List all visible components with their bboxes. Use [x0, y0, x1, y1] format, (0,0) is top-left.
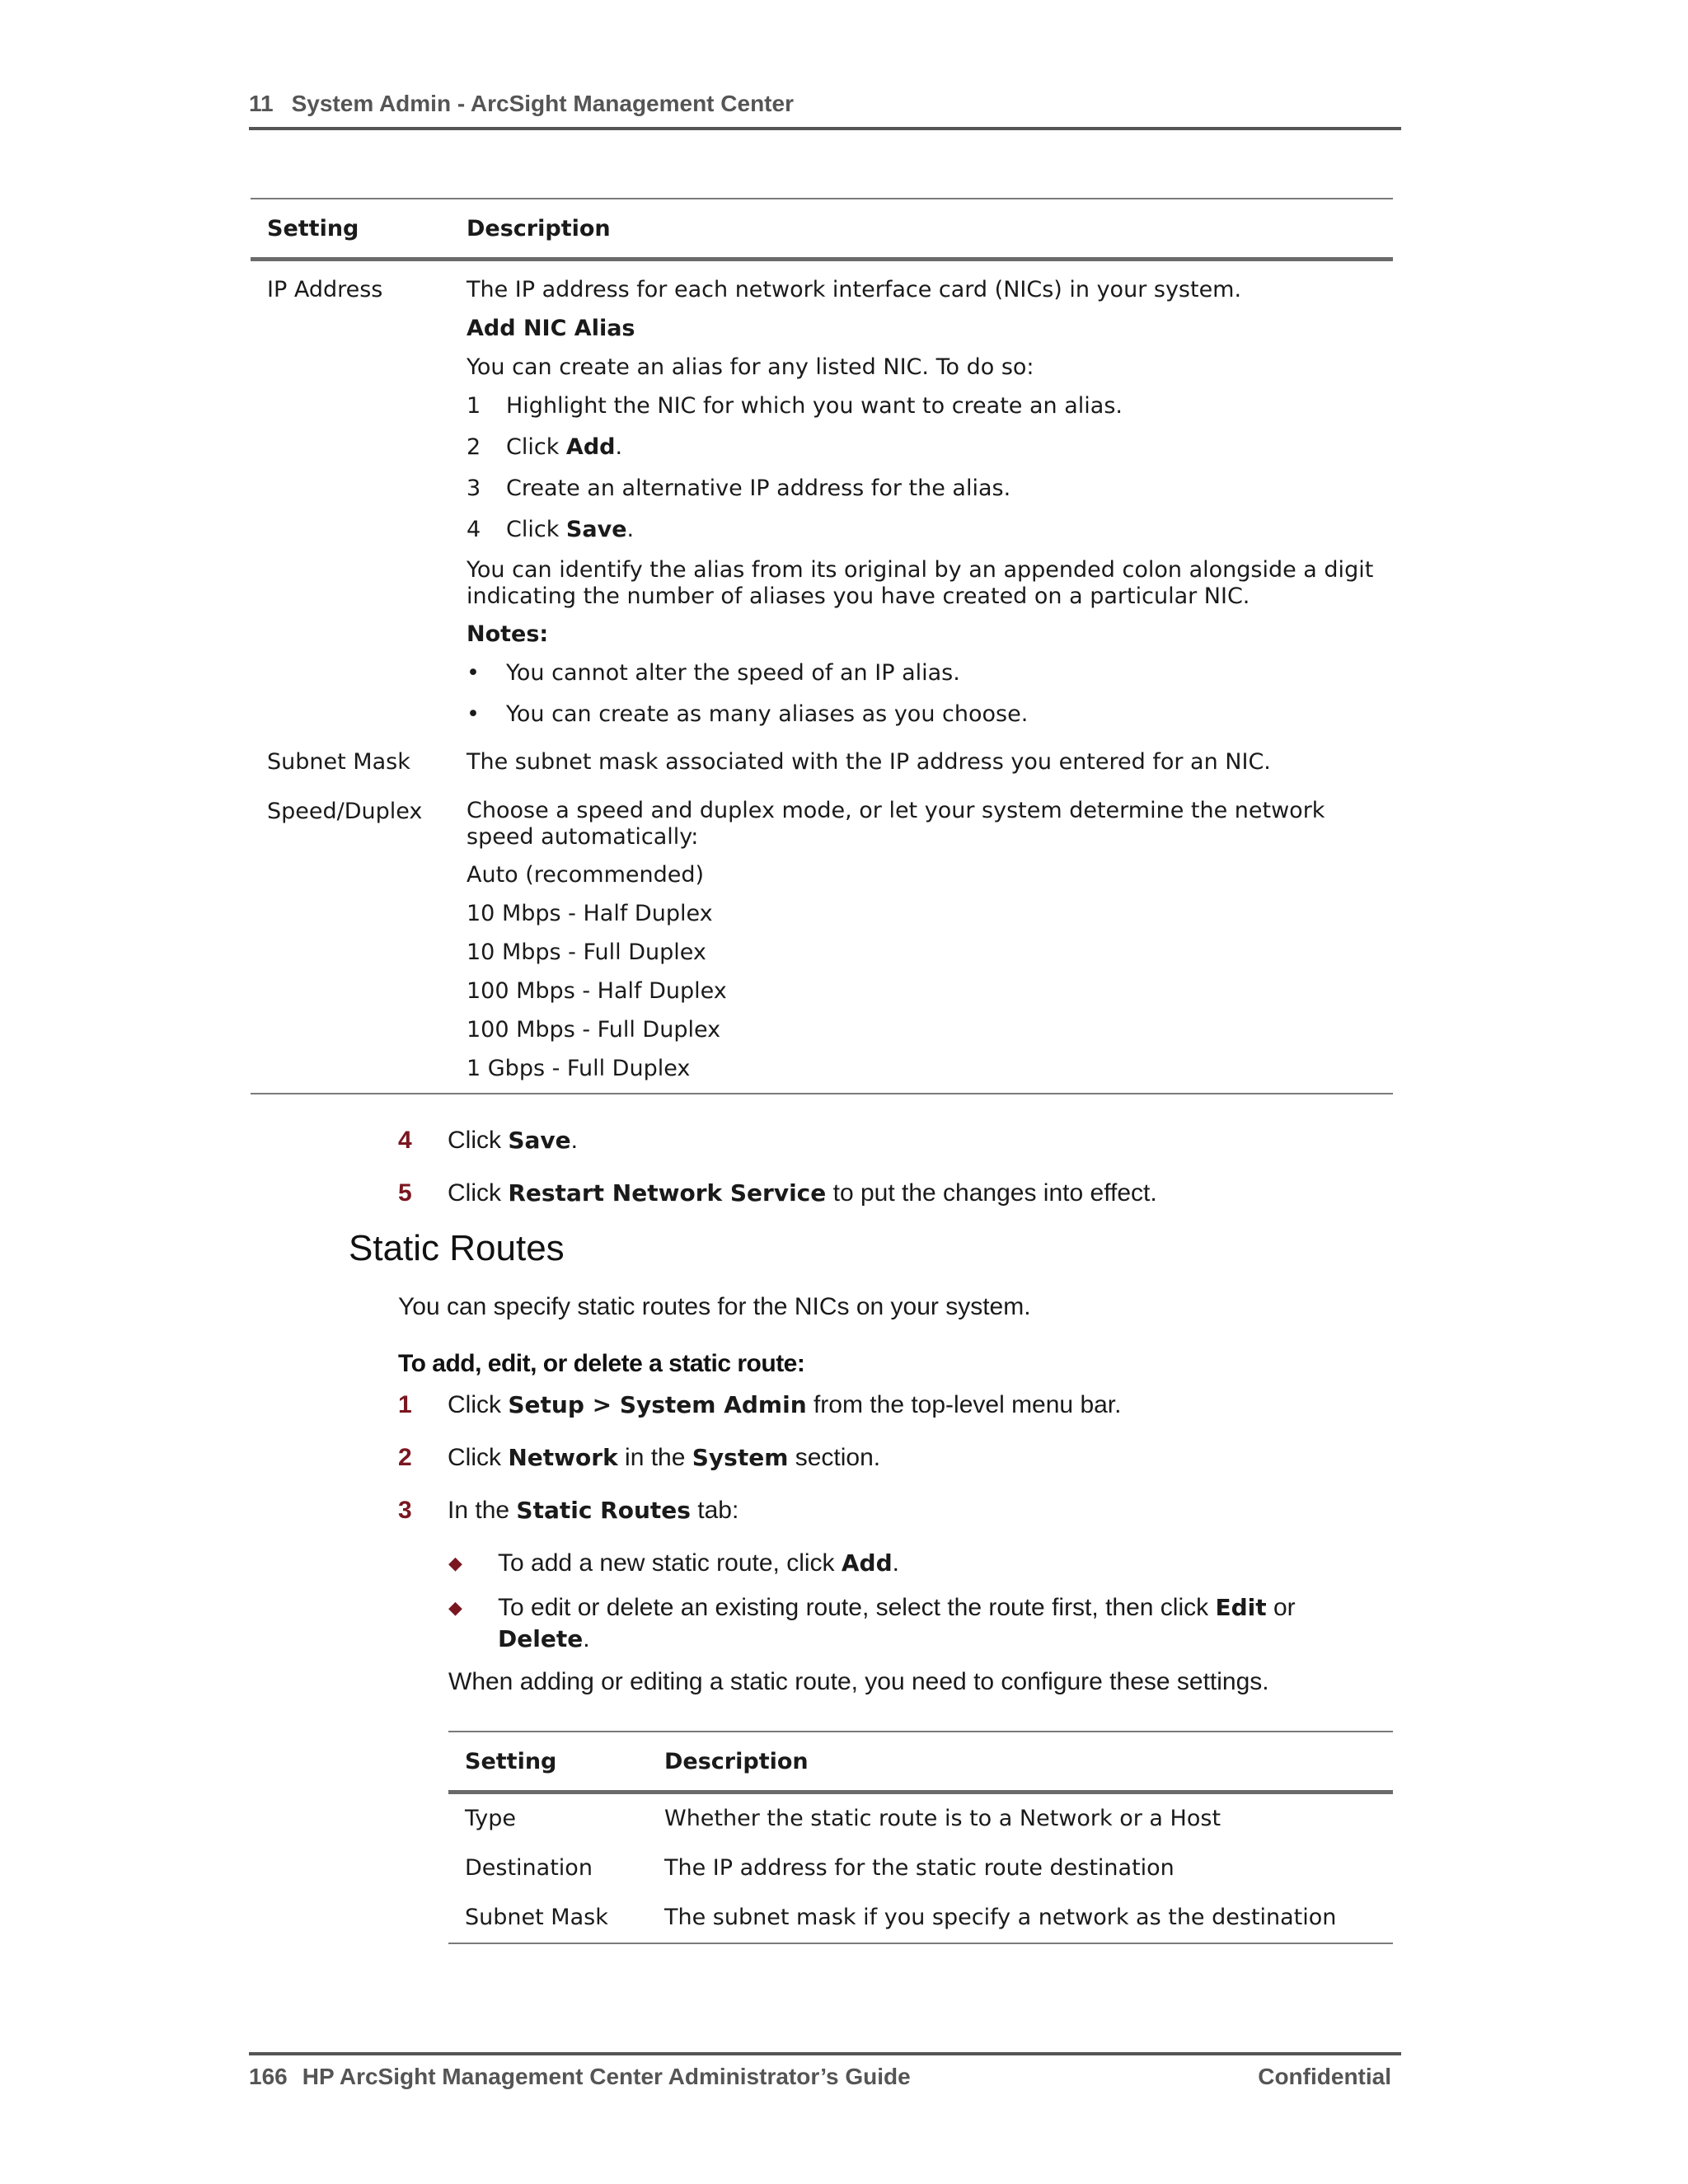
bullet-bold: Add	[841, 1549, 893, 1577]
description-speed-duplex	[450, 776, 1393, 1094]
step-text-end: .	[615, 434, 623, 460]
step-text: Click	[448, 1179, 509, 1207]
step-number: 5	[398, 1179, 412, 1207]
speed-option: 100 Mbps - Half Duplex	[467, 978, 727, 1004]
step-text-end: .	[570, 1127, 578, 1154]
step-number: 1	[398, 1391, 412, 1418]
step-text-end: .	[626, 517, 635, 542]
alias-step	[467, 475, 1376, 503]
procedure-step	[398, 1178, 1157, 1209]
procedure-step	[398, 1125, 578, 1156]
diamond-bullet-icon: ◆	[448, 1553, 462, 1573]
step-text: Click	[448, 1391, 509, 1418]
static-route-settings-table	[448, 1731, 1393, 1944]
chapter-number: 11	[249, 91, 274, 116]
notes-label: Notes:	[467, 621, 549, 647]
network-settings-table	[251, 198, 1393, 1094]
speed-option: 1 Gbps - Full Duplex	[467, 1056, 691, 1081]
alias-intro: You can create an alias for any listed NIC. To do so:	[467, 354, 1034, 380]
description-ip-address	[450, 260, 1393, 729]
section-heading: Static Routes	[349, 1228, 565, 1268]
column-header-setting: Setting	[448, 1732, 648, 1793]
step-bold: Add	[565, 434, 616, 460]
step-text-end: section.	[788, 1444, 881, 1471]
setting-destination: Destination	[465, 1855, 593, 1881]
running-footer	[249, 2052, 1401, 2090]
step-text: Click	[506, 434, 566, 460]
table-row	[448, 1844, 1393, 1893]
column-header-description: Description	[450, 199, 1393, 260]
alias-step	[467, 392, 1376, 420]
step-text: Click	[448, 1444, 509, 1471]
setting-speed-duplex: Speed/Duplex	[267, 799, 423, 824]
column-header-setting: Setting	[251, 199, 450, 260]
description-type: Whether the static route is to a Network or a Host	[664, 1806, 1221, 1831]
speed-option: Auto (recommended)	[467, 862, 705, 888]
bullet-text-end: .	[583, 1625, 590, 1652]
diamond-bullet-icon: ◆	[448, 1597, 462, 1618]
bullet-item	[448, 1548, 899, 1579]
step-number: 1	[467, 393, 481, 419]
alias-identify-text: You can identify the alias from its original by an appended colon alongside a digit indicating the number of aliases you have created on a particular NIC.	[467, 557, 1374, 609]
step-text: Click	[448, 1127, 509, 1154]
step-number: 4	[398, 1127, 412, 1154]
bullet-text: To edit or delete an existing route, select the route first, then click	[498, 1594, 1216, 1621]
note-text: You can create as many aliases as you choose.	[506, 701, 1029, 727]
procedure-heading: To add, edit, or delete a static route:	[398, 1350, 805, 1377]
description-subnet-mask: The subnet mask associated with the IP address you entered for an NIC.	[467, 749, 1271, 775]
table-row	[251, 260, 1393, 729]
chapter-title: System Admin - ArcSight Management Center	[291, 91, 794, 116]
table-header-row	[251, 199, 1393, 260]
running-header	[249, 91, 1401, 130]
step-bold: Network	[508, 1444, 618, 1471]
description-subnet-mask: The subnet mask if you specify a network as the destination	[664, 1905, 1337, 1930]
step-text: Click	[506, 517, 566, 542]
page-number: 166	[249, 2064, 288, 2089]
step-number: 4	[467, 517, 481, 542]
note-item	[467, 659, 1376, 687]
step-bold: Save	[508, 1127, 571, 1154]
table-row	[251, 729, 1393, 776]
setting-type: Type	[465, 1806, 517, 1831]
section-intro: You can specify static routes for the NICs on your system.	[398, 1293, 1031, 1320]
config-intro: When adding or editing a static route, you need to configure these settings.	[448, 1668, 1269, 1695]
step-number: 3	[467, 476, 481, 501]
step-number: 2	[467, 434, 481, 460]
procedure-step	[398, 1390, 1121, 1421]
step-text-end: tab:	[690, 1497, 739, 1524]
bullet-dot-icon: •	[467, 701, 480, 727]
confidential-label: Confidential	[1258, 2064, 1391, 2089]
description-destination: The IP address for the static route destination	[664, 1855, 1175, 1881]
step-bold: Static Routes	[516, 1497, 691, 1524]
speed-duplex-desc: Choose a speed and duplex mode, or let your system determine the network speed automatically:	[467, 798, 1325, 850]
procedure-step	[398, 1442, 880, 1474]
note-text: You cannot alter the speed of an IP alias.	[506, 660, 960, 686]
add-nic-alias-heading: Add NIC Alias	[467, 316, 635, 341]
speed-option: 100 Mbps - Full Duplex	[467, 1017, 721, 1043]
step-text-mid: in the	[617, 1444, 692, 1471]
step-text: Highlight the NIC for which you want to create an alias.	[506, 393, 1123, 419]
table-row	[448, 1893, 1393, 1943]
bullet-bold: Delete	[498, 1625, 584, 1652]
speed-option: 10 Mbps - Half Duplex	[467, 901, 713, 926]
step-bold: Save	[565, 517, 627, 542]
bullet-bold: Edit	[1215, 1594, 1267, 1621]
bullet-text-mid: or	[1266, 1594, 1296, 1621]
step-bold: Setup > System Admin	[508, 1391, 807, 1418]
alias-step	[467, 434, 1376, 462]
speed-option: 10 Mbps - Full Duplex	[467, 940, 706, 965]
book-title: HP ArcSight Management Center Administrator’s Guide	[302, 2064, 911, 2089]
setting-subnet-mask: Subnet Mask	[267, 749, 410, 775]
table-header-row	[448, 1732, 1393, 1793]
bullet-item	[448, 1592, 1339, 1655]
table-row	[448, 1793, 1393, 1844]
note-item	[467, 701, 1376, 729]
bullet-text: To add a new static route, click	[498, 1549, 842, 1577]
bullet-dot-icon: •	[467, 660, 480, 686]
bullet-text-end: .	[892, 1549, 899, 1577]
step-number: 3	[398, 1497, 412, 1524]
step-text: In the	[448, 1497, 517, 1524]
alias-step	[467, 516, 1376, 544]
ip-address-desc: The IP address for each network interface card (NICs) in your system.	[467, 277, 1242, 302]
step-number: 2	[398, 1444, 412, 1471]
step-text-end: to put the changes into effect.	[826, 1179, 1157, 1207]
step-bold: System	[692, 1444, 789, 1471]
column-header-description: Description	[648, 1732, 1393, 1793]
setting-ip-address: IP Address	[267, 277, 383, 302]
procedure-step	[398, 1495, 738, 1526]
setting-subnet-mask: Subnet Mask	[465, 1905, 608, 1930]
table-row	[251, 776, 1393, 1094]
step-text-end: from the top-level menu bar.	[806, 1391, 1122, 1418]
header-rule	[249, 127, 1401, 130]
step-bold: Restart Network Service	[508, 1179, 827, 1207]
step-text: Create an alternative IP address for the alias.	[506, 476, 1011, 501]
